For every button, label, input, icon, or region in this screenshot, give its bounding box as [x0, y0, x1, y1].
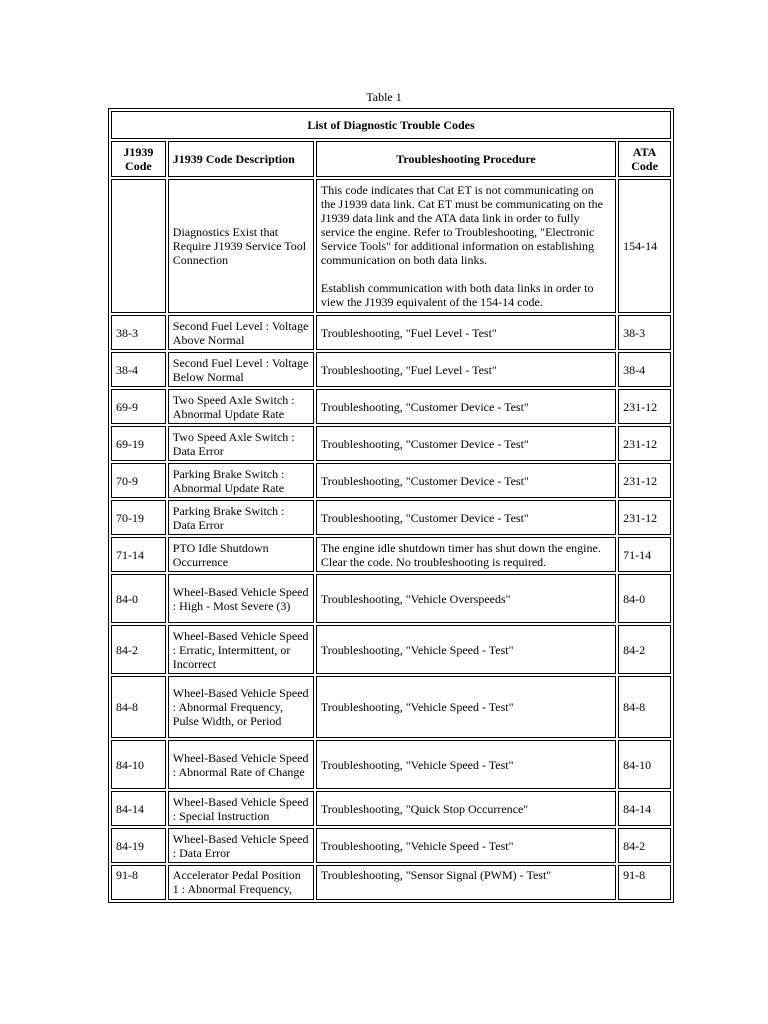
cell-description: Wheel-Based Vehicle Speed : High - Most Severe (3) [168, 574, 314, 623]
cell-j1939-code: 91-8 [111, 865, 166, 900]
cell-ata-code: 84-2 [618, 625, 671, 674]
cell-procedure: Troubleshooting, "Customer Device - Test" [316, 426, 616, 461]
cell-j1939-code: 84-8 [111, 676, 166, 738]
cell-procedure: Troubleshooting, "Vehicle Speed - Test" [316, 740, 616, 789]
cell-description: Wheel-Based Vehicle Speed : Abnormal Rate of Change [168, 740, 314, 789]
cell-ata-code: 38-3 [618, 315, 671, 350]
cell-description: Parking Brake Switch : Data Error [168, 500, 314, 535]
cell-description: Diagnostics Exist that Require J1939 Service Tool Connection [168, 179, 314, 313]
cell-j1939-code: 84-14 [111, 791, 166, 826]
cell-j1939-code: 69-19 [111, 426, 166, 461]
cell-ata-code: 38-4 [618, 352, 671, 387]
cell-ata-code: 91-8 [618, 865, 671, 900]
table-row [111, 389, 671, 424]
cell-ata-code: 231-12 [618, 500, 671, 535]
header-j1939-code: J1939 Code [111, 141, 166, 177]
header-ata-code: ATA Code [618, 141, 671, 177]
table-row [111, 676, 671, 738]
cell-ata-code: 84-2 [618, 828, 671, 863]
header-description: J1939 Code Description [168, 141, 314, 177]
cell-procedure: Troubleshooting, "Quick Stop Occurrence" [316, 791, 616, 826]
cell-ata-code: 154-14 [618, 179, 671, 313]
cell-description: Accelerator Pedal Position 1 : Abnormal Frequency, [168, 865, 314, 900]
cell-description: Two Speed Axle Switch : Abnormal Update Rate [168, 389, 314, 424]
cell-description: Wheel-Based Vehicle Speed : Abnormal Frequency, Pulse Width, or Period [168, 676, 314, 738]
table-row [111, 574, 671, 623]
cell-procedure: Troubleshooting, "Fuel Level - Test" [316, 315, 616, 350]
table-row [111, 500, 671, 535]
cell-description: Wheel-Based Vehicle Speed : Data Error [168, 828, 314, 863]
cell-description: Second Fuel Level : Voltage Above Normal [168, 315, 314, 350]
cell-ata-code: 231-12 [618, 463, 671, 498]
cell-j1939-code: 84-2 [111, 625, 166, 674]
cell-procedure: Troubleshooting, "Customer Device - Test" [316, 500, 616, 535]
cell-j1939-code: 69-9 [111, 389, 166, 424]
cell-j1939-code: 38-4 [111, 352, 166, 387]
procedure-paragraph: Establish communication with both data links in order to view the J1939 equivalent of the 154-14 code. [320, 281, 594, 309]
cell-procedure: The engine idle shutdown timer has shut down the engine. Clear the code. No troubleshooting is required. [316, 537, 616, 572]
cell-j1939-code: 70-19 [111, 500, 166, 535]
dtc-table [108, 108, 674, 903]
table-row [111, 537, 671, 572]
table-row [111, 625, 671, 674]
cell-description: Second Fuel Level : Voltage Below Normal [168, 352, 314, 387]
table-title-row [111, 111, 671, 139]
table-row [111, 740, 671, 789]
cell-procedure: Troubleshooting, "Vehicle Speed - Test" [316, 828, 616, 863]
cell-ata-code: 231-12 [618, 426, 671, 461]
cell-procedure: Troubleshooting, "Vehicle Speed - Test" [316, 676, 616, 738]
cell-description: Parking Brake Switch : Abnormal Update Rate [168, 463, 314, 498]
cell-ata-code: 84-14 [618, 791, 671, 826]
cell-j1939-code: 70-9 [111, 463, 166, 498]
table-caption: Table 1 [366, 90, 402, 104]
cell-ata-code: 84-8 [618, 676, 671, 738]
cell-description: Wheel-Based Vehicle Speed : Special Instruction [168, 791, 314, 826]
cell-j1939-code: 84-10 [111, 740, 166, 789]
cell-procedure: Troubleshooting, "Customer Device - Test" [316, 389, 616, 424]
cell-procedure: Troubleshooting, "Fuel Level - Test" [316, 352, 616, 387]
header-procedure: Troubleshooting Procedure [316, 141, 616, 177]
cell-description: Two Speed Axle Switch : Data Error [168, 426, 314, 461]
table-row [111, 463, 671, 498]
cell-ata-code: 71-14 [618, 537, 671, 572]
table-row [111, 179, 671, 313]
cell-ata-code: 231-12 [618, 389, 671, 424]
dtc-table-container [108, 108, 674, 903]
table-row [111, 426, 671, 461]
cell-j1939-code: 84-19 [111, 828, 166, 863]
table-title: List of Diagnostic Trouble Codes [111, 111, 671, 139]
procedure-paragraph: This code indicates that Cat ET is not communicating on the J1939 data link. Cat ET must be communicating on the J1939 data link and the ATA data link in order to fully service the engine. Refer to Troubleshooting, "Electronic Service Tools" for additional information on establishing communication on both data links. [320, 183, 603, 267]
cell-description: PTO Idle Shutdown Occurrence [168, 537, 314, 572]
cell-ata-code: 84-0 [618, 574, 671, 623]
table-row [111, 865, 671, 900]
cell-procedure: Troubleshooting, "Vehicle Overspeeds" [316, 574, 616, 623]
table-row [111, 791, 671, 826]
cell-procedure [316, 179, 616, 313]
table-row [111, 828, 671, 863]
cell-j1939-code: 71-14 [111, 537, 166, 572]
cell-j1939-code: 84-0 [111, 574, 166, 623]
cell-ata-code: 84-10 [618, 740, 671, 789]
cell-j1939-code [111, 179, 166, 313]
cell-procedure: Troubleshooting, "Sensor Signal (PWM) - Test" [316, 865, 616, 900]
cell-description: Wheel-Based Vehicle Speed : Erratic, Intermittent, or Incorrect [168, 625, 314, 674]
cell-j1939-code: 38-3 [111, 315, 166, 350]
paragraph-gap [321, 267, 611, 281]
cell-procedure: Troubleshooting, "Vehicle Speed - Test" [316, 625, 616, 674]
cell-procedure: Troubleshooting, "Customer Device - Test" [316, 463, 616, 498]
table-row [111, 352, 671, 387]
table-row [111, 315, 671, 350]
table-header-row [111, 141, 671, 177]
